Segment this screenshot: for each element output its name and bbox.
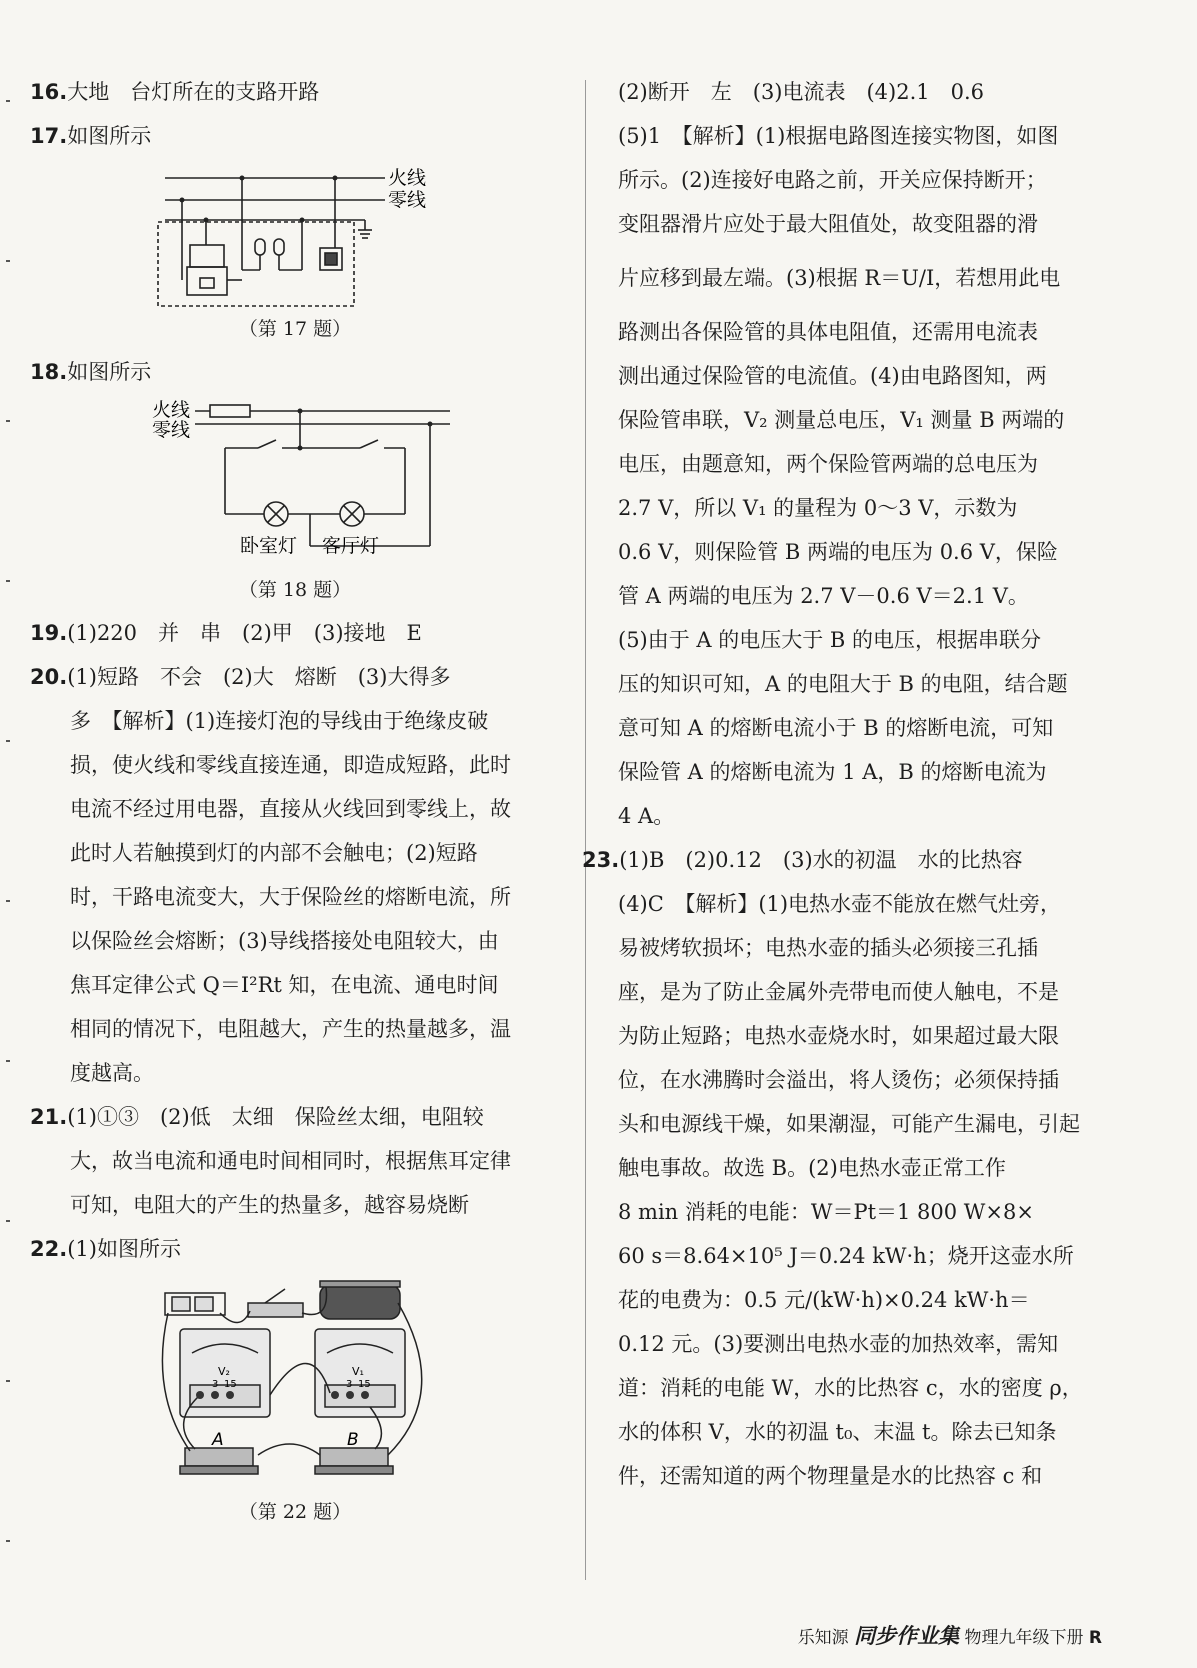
binding-edge-marks [6,80,10,1580]
bedroom-lamp-label: 卧室灯 [240,535,298,557]
voltmeter-v1-label: V₁ [352,1365,364,1378]
range-15-label-b: 15 [358,1379,371,1390]
left-column [30,70,560,1533]
figure-22 [30,1273,560,1527]
answer-20: 20.(1)短路 不会 (2)大 熔断 (3)大得多 多 【解析】(1)连接灯泡的导线由于绝缘皮破 损，使火线和零线直接连通，即造成短路，此时 电流不经过用电器，直接从火线回到零线上，故 此时人若触摸到灯的内部不会触电；(2)短路 时，干路电流变大，大于保险丝的熔断电流，所 以保险丝会熔断；(3)导线搭接处电阻较大，由 焦耳定律公式 Q＝I²Rt 知，在电流、通电时间 相同的情况下，电阻越大，产生的热量越多，温 度越高。 [30,665,511,1085]
answer-19: 19.(1)220 并 串 (2)甲 (3)接地 E [30,621,422,645]
page-footer [798,1620,1102,1650]
neutral-wire-label: 零线 [152,419,191,441]
figure-18-caption: （第 18 题） [238,579,352,601]
figure-18 [30,396,560,605]
lamp-circuit-diagram-18 [30,396,560,571]
right-column [582,70,1103,1498]
answer-22-continued: (2)断开 左 (3)电流表 (4)2.1 0.6 (5)1 【解析】(1)根据电路图连接实物图，如图 所示。(2)连接好电路之前，开关应保持断开； 变阻器滑片应处于最大阻值处，故变阻器的滑 片应移到最左端。(3)根据 R＝U/I，若想用此电 路测出各保险管的具体电阻值，还需用电流表 测出通过保险管的电流值。(4)由电路图知，两 保险管串联，V₂ 测量总电压，V₁ 测量 B 两端的 电压，由题意知，两个保险管两端的总电压为 2.7 V，所以 V₁ 的量程为 0～3 V，示数为 0.6 V，则保险管 B 两端的电压为 0.6 V，保险 管 A 两端的电压为 2.7 V－0.6 V＝2.1 V。 (5)由于 A 的电压大于 B 的电压，根据串联分 压的知识可知，A 的电阻大于 B 的电阻，结合题 意可知 A 的熔断电流小于 B 的熔断电流，可知 保险管 A 的熔断电流为 1 A，B 的熔断电流为 4 A。 [618,80,1068,828]
footer-book-title: 物理九年级下册 [964,1628,1084,1648]
fuse-a-label: A [212,1430,224,1450]
answer-17: 17.如图所示 [30,124,152,148]
answer-23: 23.(1)B (2)0.12 (3)水的初温 水的比热容 (4)C 【解析】(1)电热水壶不能放在燃气灶旁， 易被烤软损坏；电热水壶的插头必须接三孔插 座，是为了防止金属外壳带电而使人触电，不是 为防止短路；电热水壶烧水时，如果超过最大限 位，在水沸腾时会溢出，将人烫伤；必须保持插 头和电源线干燥，如果潮湿，可能产生漏电，引起 触电事故。故选 B。(2)电热水壶正常工作 8 min 消耗的电能：W＝Pt＝1 800 W×8× 60 s＝8.64×10⁵ J＝0.24 kW·h；烧开这壶水所 花的电费为：0.5 元/(kW·h)×0.24 kW·h＝ 0.12 元。(3)要测出电热水壶的加热效率，需知 道：消耗的电能 W，水的比热容 c，水的密度 ρ， 水的体积 V，水的初温 t₀、末温 t。除去已知条 件，还需知道的两个物理量是水的比热容 c 和 [582,848,1083,1488]
range-15-label-a: 15 [224,1379,237,1390]
range-3-label-a: 3 [212,1379,219,1390]
range-3-label-b: 3 [346,1379,353,1390]
living-room-lamp-label: 客厅灯 [322,535,380,557]
column-divider [585,80,586,1580]
live-wire-label: 火线 [388,167,427,189]
fuse-b-label: B [347,1430,359,1450]
figure-17 [30,160,560,344]
footer-edition: R [1088,1628,1102,1648]
household-circuit-diagram-17 [30,160,560,310]
answer-16: 16.大地 台灯所在的支路开路 [30,80,320,104]
live-wire-label: 火线 [152,399,191,421]
voltmeter-v2-label: V₂ [218,1365,230,1378]
footer-publisher: 乐知源 [797,1628,849,1648]
figure-17-caption: （第 17 题） [238,318,352,340]
answer-22: 22.(1)如图所示 [30,1237,181,1261]
neutral-wire-label: 零线 [388,189,427,211]
answer-18: 18.如图所示 [30,360,152,384]
answer-21: 21.(1)①③ (2)低 太细 保险丝太细，电阻较 大，故当电流和通电时间相同时，根据焦耳定律 可知，电阻大的产生的热量多，越容易烧断 [30,1105,511,1217]
footer-series-logo: 同步作业集 [854,1624,960,1648]
physical-circuit-drawing-22 [30,1273,560,1493]
figure-22-caption: （第 22 题） [238,1501,352,1523]
